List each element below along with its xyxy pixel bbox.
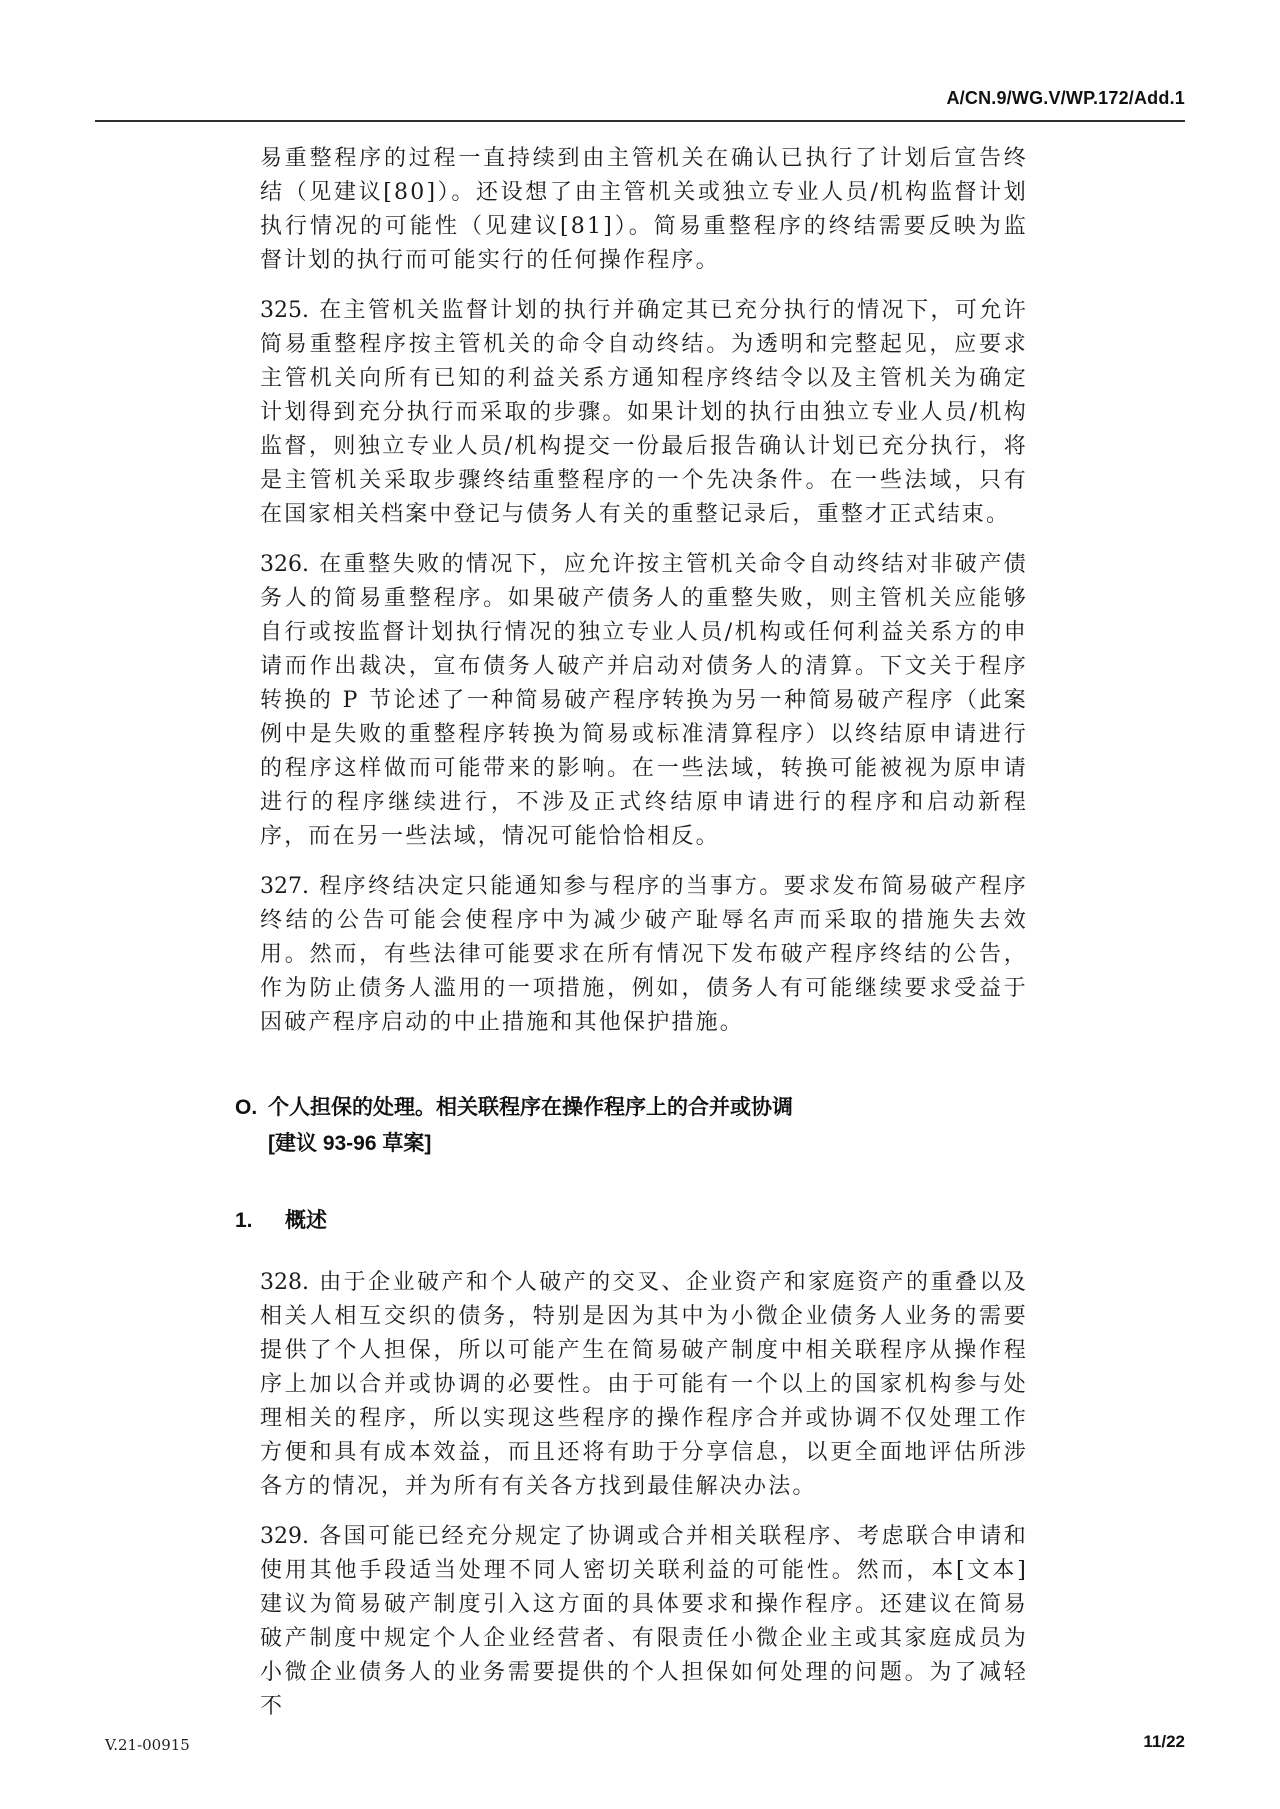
document-body xyxy=(235,142,1028,1740)
paragraph-329 xyxy=(260,1520,1028,1724)
footer-doc-number: V.21-00915 xyxy=(105,1736,190,1754)
subsection-heading-1 xyxy=(235,1206,1028,1236)
paragraph-number: 329. xyxy=(260,1524,309,1549)
footer-page-number: 11/22 xyxy=(1143,1732,1185,1751)
paragraph-text: 易重整程序的过程一直持续到由主管机关在确认已执行了计划后宣告终结（见建议[80]）。还设想了由主管机关或独立专业人员/机构监督计划执行情况的可能性（见建议[81]）。简易重整程序的终结需要反映为监督计划的执行而可能实行的任何操作程序。 xyxy=(260,146,1028,273)
paragraph-text: 由于企业破产和个人破产的交叉、企业资产和家庭资产的重叠以及相关人相互交织的债务，特别是因为其中为小微企业债务人业务的需要提供了个人担保，所以可能产生在简易破产制度中相关联程序从操作程序上加以合并或协调的必要性。由于可能有一个以上的国家机构参与处理相关的程序，所以实现这些程序的操作程序合并或协调不仅处理工作方便和具有成本效益，而且还将有助于分享信息，以更全面地评估所涉各方的情况，并为所有有关各方找到最佳解决办法。 xyxy=(260,1270,1028,1499)
paragraph-number: 326. xyxy=(260,552,309,577)
doc-symbol: A/CN.9/WG.V/WP.172/Add.1 xyxy=(946,88,1185,108)
paragraph-text: 在重整失败的情况下，应允许按主管机关命令自动终结对非破产债务人的简易重整程序。如果破产债务人的重整失败，则主管机关应能够自行或按监督计划执行情况的独立专业人员/机构或任何利益关系方的申请而作出裁决，宣布债务人破产并启动对债务人的清算。下文关于程序转换的 P 节论述了一种简易破产程序转换为另一种简易破产程序（此案例中是失败的重整程序转换为简易或标准清算程序）以终结原申请进行的程序这样做而可能带来的影响。在一些法域，转换可能被视为原申请进行的程序继续进行，不涉及正式终结原申请进行的程序和启动新程序，而在另一些法域，情况可能恰恰相反。 xyxy=(260,552,1028,849)
subsection-number: 1. xyxy=(235,1209,253,1232)
section-title-block xyxy=(268,1090,793,1162)
paragraph-text: 程序终结决定只能通知参与程序的当事方。要求发布简易破产程序终结的公告可能会使程序中为减少破产耻辱名声而采取的措施失去效用。然而，有些法律可能要求在所有情况下发布破产程序终结的公告，作为防止债务人滥用的一项措施，例如，债务人有可能继续要求受益于因破产程序启动的中止措施和其他保护措施。 xyxy=(260,874,1028,1035)
section-letter: O. xyxy=(235,1096,258,1119)
paragraph-326 xyxy=(260,548,1028,854)
paragraph-328 xyxy=(260,1266,1028,1504)
document-header xyxy=(946,88,1185,109)
paragraph-number: 327. xyxy=(260,874,309,899)
paragraph-325 xyxy=(260,294,1028,532)
subsection-title: 概述 xyxy=(285,1209,327,1232)
header-rule xyxy=(95,120,1185,122)
paragraph-number: 325. xyxy=(260,298,309,323)
paragraph-327 xyxy=(260,870,1028,1040)
paragraph-text: 各国可能已经充分规定了协调或合并相关联程序、考虑联合申请和使用其他手段适当处理不同人密切关联利益的可能性。然而，本[文本]建议为简易破产制度引入这方面的具体要求和操作程序。还建议在简易破产制度中规定个人企业经营者、有限责任小微企业主或其家庭成员为小微企业债务人的业务需要提供的个人担保如何处理的问题。为了减轻不 xyxy=(260,1524,1028,1719)
paragraph-number: 328. xyxy=(260,1270,309,1295)
paragraph-text: 在主管机关监督计划的执行并确定其已充分执行的情况下，可允许简易重整程序按主管机关的命令自动终结。为透明和完整起见，应要求主管机关向所有已知的利益关系方通知程序终结令以及主管机关为确定计划得到充分执行而采取的步骤。如果计划的执行由独立专业人员/机构监督，则独立专业人员/机构提交一份最后报告确认计划已充分执行，将是主管机关采取步骤终结重整程序的一个先决条件。在一些法域，只有在国家相关档案中登记与债务人有关的重整记录后，重整才正式结束。 xyxy=(260,298,1028,527)
section-subtitle: [建议 93-96 草案] xyxy=(268,1132,432,1155)
section-title: 个人担保的处理。相关联程序在操作程序上的合并或协调 xyxy=(268,1096,793,1119)
section-heading-o xyxy=(235,1090,1028,1162)
paragraph-continuation xyxy=(260,142,1028,278)
